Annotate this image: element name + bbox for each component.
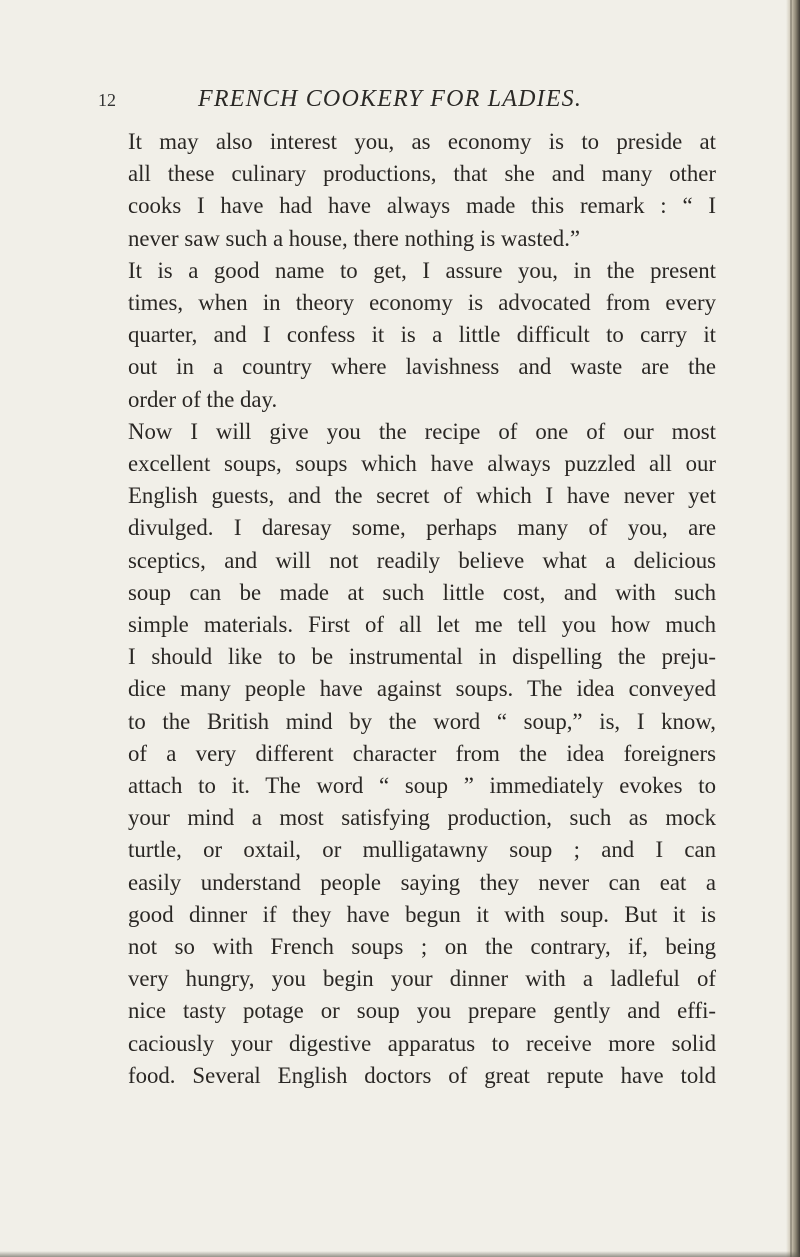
text-line: caciously your digestive apparatus to receive more solid	[128, 1030, 716, 1056]
page-header	[98, 86, 698, 126]
text-line: It is a good name to get, I assure you, in the present	[128, 257, 716, 283]
text-line: turtle, or oxtail, or mulligatawny soup ; and I can	[128, 837, 716, 863]
page-number: 12	[98, 90, 116, 110]
text-line: cooks I have had have always made this remark : “ I	[128, 193, 716, 219]
text-line: to the British mind by the word “ soup,” is, I know,	[128, 708, 716, 734]
text-line: I should like to be instrumental in dispelling the preju-	[128, 644, 716, 670]
text-line: It may also interest you, as economy is to preside at	[128, 129, 716, 154]
text-line: sceptics, and will not readily believe what a delicious	[128, 547, 716, 573]
page-edge-shadow	[786, 0, 800, 1257]
body-text	[96, 126, 716, 1092]
text-line: excellent soups, soups which have always puzzled all our	[128, 451, 716, 477]
text-line: all these culinary productions, that she and many other	[128, 161, 716, 187]
paragraph-1	[96, 126, 716, 255]
text-line: quarter, and I confess it is a little difficult to carry it	[128, 322, 716, 348]
text-line: food. Several English doctors of great repute have told	[128, 1062, 716, 1088]
text-line: out in a country where lavishness and waste are the	[128, 354, 716, 380]
text-line: not so with French soups ; on the contrary, if, being	[128, 934, 716, 960]
text-line: easily understand people saying they never can eat a	[128, 869, 716, 895]
page-edge-line	[790, 0, 792, 1257]
text-line: Now I will give you the recipe of one of our most	[128, 418, 716, 444]
text-line: divulged. I daresay some, perhaps many of you, are	[128, 515, 716, 541]
text-line: of a very different character from the idea foreigners	[128, 740, 716, 766]
text-line: nice tasty potage or soup you prepare gently and effi-	[128, 998, 716, 1024]
text-line: order of the day.	[128, 386, 278, 412]
text-line: never saw such a house, there nothing is wasted.”	[128, 225, 581, 251]
text-line: English guests, and the secret of which I have never yet	[128, 483, 716, 509]
text-line: very hungry, you begin your dinner with a ladleful of	[128, 966, 716, 992]
text-line: times, when in theory economy is advocated from every	[128, 290, 716, 316]
text-line: soup can be made at such little cost, and with such	[128, 579, 716, 605]
paragraph-3	[96, 416, 716, 1092]
text-line: attach to it. The word “ soup ” immediately evokes to	[128, 773, 716, 799]
text-line: your mind a most satisfying production, such as mock	[128, 805, 716, 831]
page-bottom-shadow	[0, 1251, 800, 1257]
text-line: simple materials. First of all let me tell you how much	[128, 612, 716, 638]
text-line: dice many people have against soups. The idea conveyed	[128, 676, 716, 702]
running-head: FRENCH COOKERY FOR LADIES.	[198, 86, 583, 112]
text-line: good dinner if they have begun it with soup. But it is	[128, 901, 716, 927]
paragraph-2	[96, 255, 716, 416]
